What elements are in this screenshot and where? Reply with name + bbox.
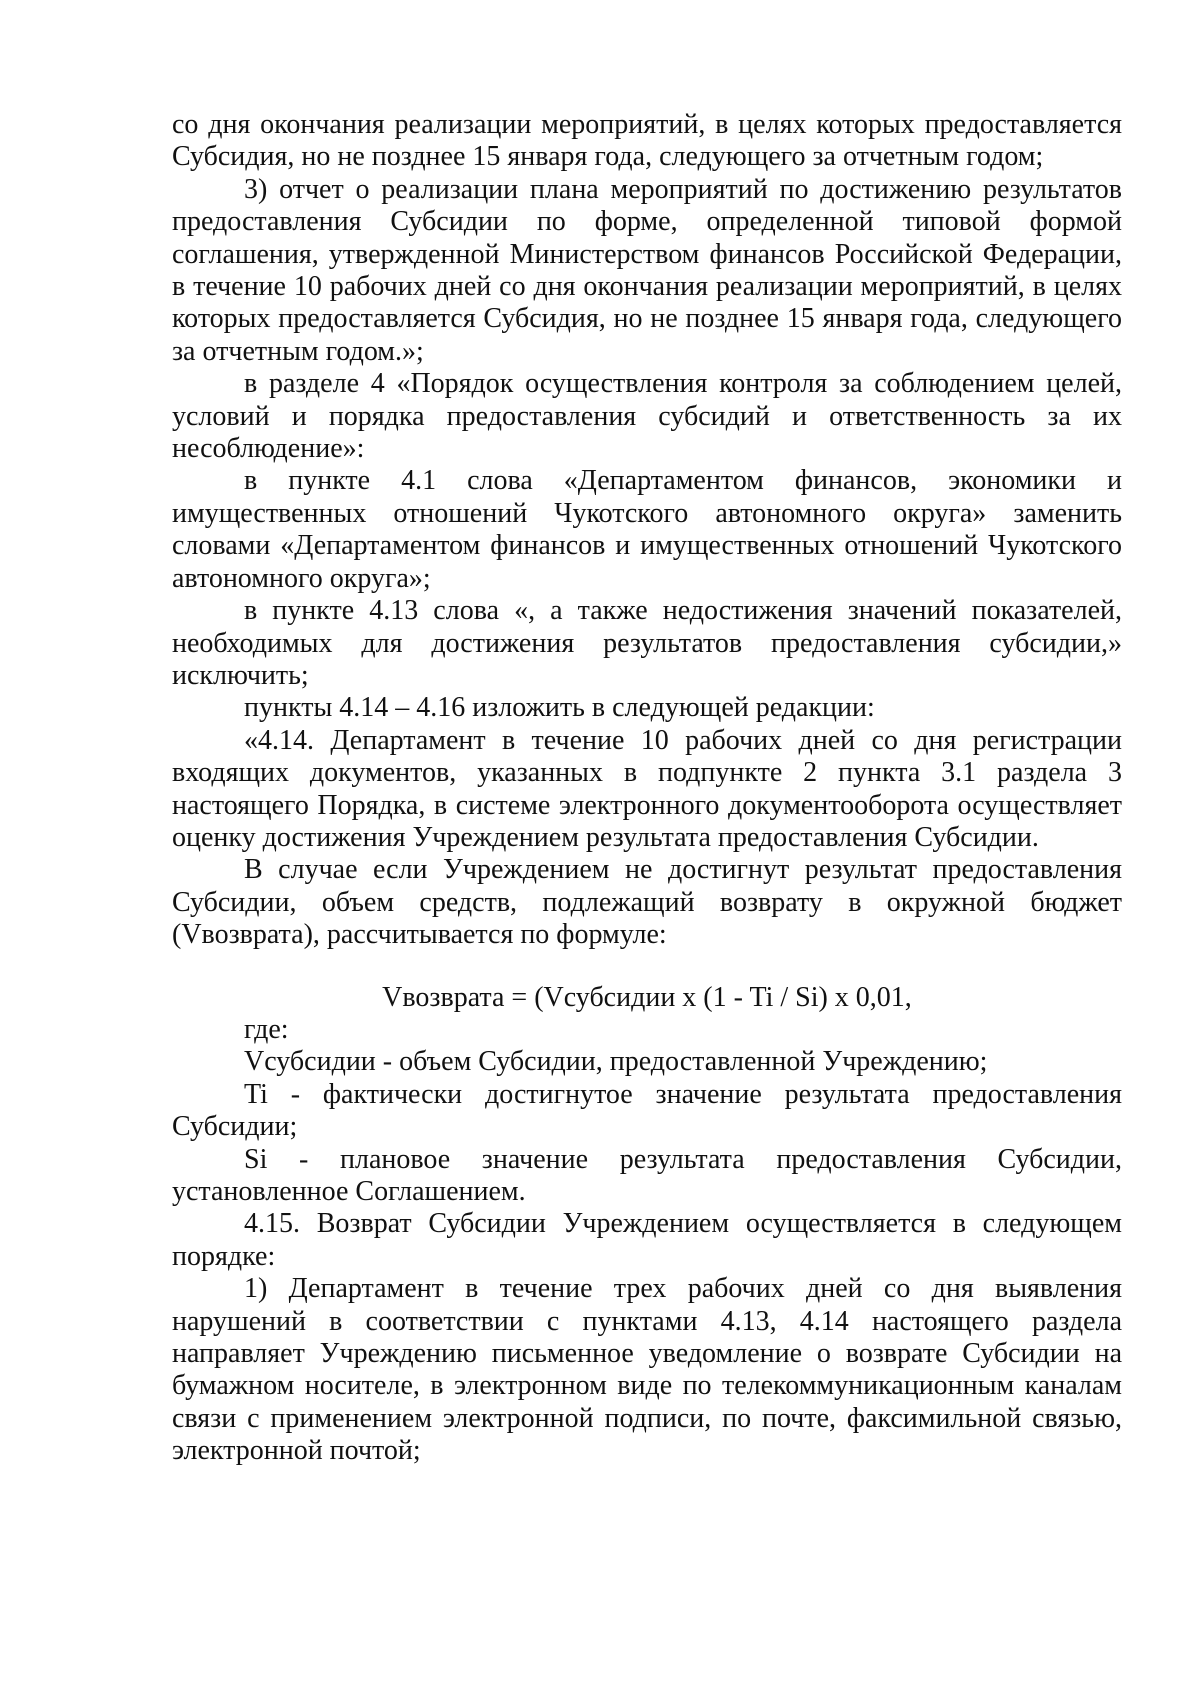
where-label: где:	[244, 1013, 289, 1045]
definition-vsubsidii: Vсубсидии - объем Субсидии, предоставленной Учреждению;	[244, 1046, 988, 1078]
paragraph-continuation: со дня окончания реализации мероприятий, в целях которых предоставляется Субсидия, но не позднее 15 января года, следующего за отчетным годом;	[172, 109, 1122, 173]
definition-ti: Ti - фактически достигнутое значение результата предоставления Субсидии;	[172, 1078, 1122, 1143]
paragraph-report-plan: 3) отчет о реализации плана мероприятий по достижению результатов предоставления Субсидии по форме, определенной типовой формой соглашения, утвержденной Министерством финансов Российской Федерации, в течение 10 рабочих дней со дня окончания реализации мероприятий, в целях которых предоставляется Субсидия, но не позднее 15 января года, следующего за отчетным годом.»;	[172, 173, 1122, 367]
paragraph-point-4-15: 4.15. Возврат Субсидии Учреждением осуществляется в следующем порядке:	[172, 1208, 1122, 1272]
paragraph-return-case: В случае если Учреждением не достигнут результат предоставления Субсидии, объем средств, подлежащий возврату в окружной бюджет (Vвозврата), рассчитывается по формуле:	[172, 854, 1122, 951]
paragraph-section-4: в разделе 4 «Порядок осуществления контроля за соблюдением целей, условий и порядка предоставления субсидий и ответственность за их несоблюдение»:	[172, 368, 1122, 465]
paragraph-point-4-15-1: 1) Департамент в течение трех рабочих дней со дня выявления нарушений в соответствии с пунктами 4.13, 4.14 настоящего раздела направляет Учреждению письменное уведомление о возврате Субсидии на бумажном носителе, в электронном виде по телекоммуникационным каналам связи с применением электронной подписи, по почте, факсимильной связью, электронной почтой;	[172, 1273, 1122, 1467]
paragraph-point-4-14: «4.14. Департамент в течение 10 рабочих дней со дня регистрации входящих документов, указанных в подпункте 2 пункта 3.1 раздела 3 настоящего Порядка, в системе электронного документооборота осуществляет оценку достижения Учреждением результата предоставления Субсидии.	[172, 724, 1122, 853]
paragraph-point-4-1: в пункте 4.1 слова «Департаментом финансов, экономики и имущественных отношений Чукотского автономного округа» заменить словами «Департаментом финансов и имущественных отношений Чукотского автономного округа»;	[172, 465, 1122, 594]
paragraph-points-4-14-4-16: пункты 4.14 – 4.16 изложить в следующей редакции:	[244, 692, 875, 724]
definition-si: Si - плановое значение результата предоставления Субсидии, установленное Соглашением.	[172, 1143, 1122, 1207]
paragraph-point-4-13: в пункте 4.13 слова «, а также недостижения значений показателей, необходимых для достижения результатов предоставления субсидии,» исключить;	[172, 595, 1122, 691]
return-formula: Vвозврата = (Vсубсидии x (1 - Ti / Si) x 0,01,	[382, 981, 912, 1013]
document-page	[172, 109, 1122, 1468]
